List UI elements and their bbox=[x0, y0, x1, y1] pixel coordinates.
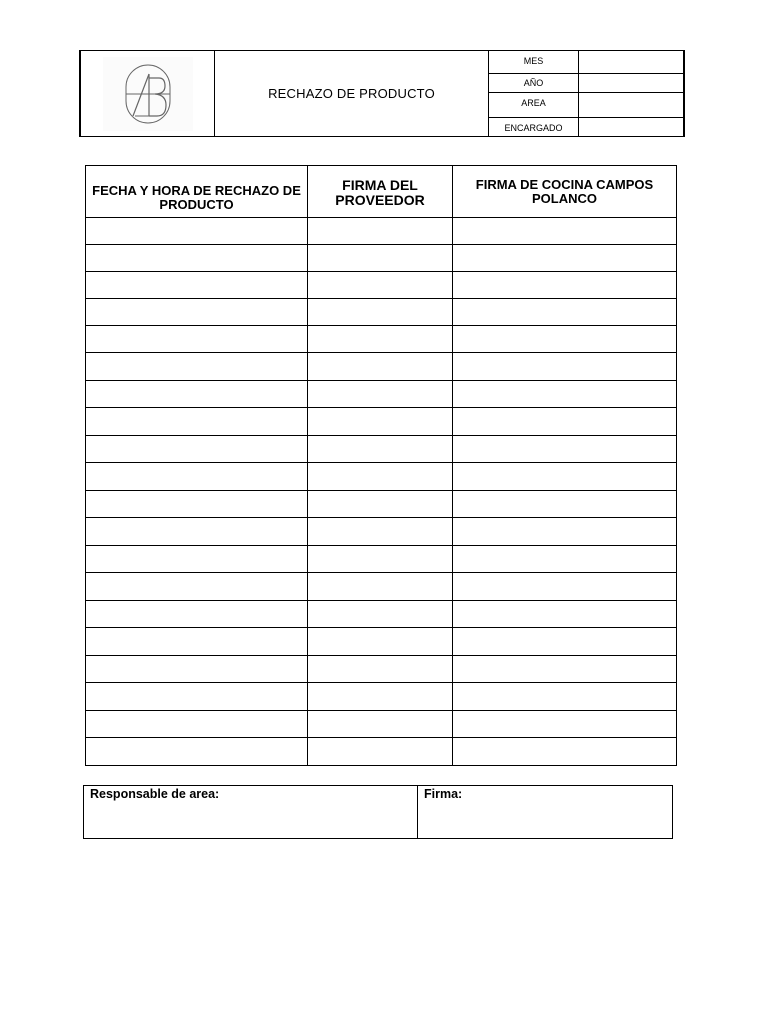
firma-proveedor-cell[interactable] bbox=[308, 245, 453, 272]
meta-row-encargado bbox=[489, 118, 683, 136]
firma-proveedor-cell[interactable] bbox=[308, 601, 453, 628]
table-row bbox=[86, 218, 677, 245]
mes-field[interactable] bbox=[579, 51, 683, 73]
table-row bbox=[86, 491, 677, 518]
firma-label: Firma: bbox=[424, 787, 463, 801]
firma-proveedor-cell[interactable] bbox=[308, 656, 453, 683]
meta-row-anio bbox=[489, 74, 683, 93]
fecha-hora-cell[interactable] bbox=[86, 683, 308, 711]
encargado-field[interactable] bbox=[579, 118, 683, 136]
fecha-hora-cell[interactable] bbox=[86, 518, 308, 546]
table-row bbox=[86, 656, 677, 683]
table-row bbox=[86, 299, 677, 326]
table-row bbox=[86, 272, 677, 299]
firma-proveedor-cell[interactable] bbox=[308, 272, 453, 299]
logo-cell bbox=[81, 51, 215, 136]
firma-cocina-cell[interactable] bbox=[453, 711, 677, 738]
firma-cocina-cell[interactable] bbox=[453, 683, 677, 711]
firma-proveedor-cell[interactable] bbox=[308, 546, 453, 573]
form-title: RECHAZO DE PRODUCTO bbox=[268, 86, 435, 101]
firma-cocina-cell[interactable] bbox=[453, 245, 677, 272]
fecha-hora-cell[interactable] bbox=[86, 218, 308, 245]
company-logo bbox=[103, 57, 193, 131]
meta-label bbox=[489, 74, 579, 92]
meta-label-text: AREA bbox=[521, 98, 546, 108]
firma-cocina-cell[interactable] bbox=[453, 601, 677, 628]
fecha-hora-cell[interactable] bbox=[86, 656, 308, 683]
table-row bbox=[86, 518, 677, 546]
meta-grid bbox=[489, 51, 683, 136]
signature-footer bbox=[83, 785, 673, 839]
table-row bbox=[86, 601, 677, 628]
table-header-row bbox=[86, 166, 677, 218]
firma-cocina-cell[interactable] bbox=[453, 272, 677, 299]
table-row bbox=[86, 408, 677, 436]
fecha-hora-cell[interactable] bbox=[86, 628, 308, 656]
meta-row-area bbox=[489, 93, 683, 118]
firma-cocina-cell[interactable] bbox=[453, 218, 677, 245]
firma-proveedor-cell[interactable] bbox=[308, 381, 453, 408]
logo-monogram-icon bbox=[125, 64, 171, 124]
firma-cocina-cell[interactable] bbox=[453, 546, 677, 573]
table-row bbox=[86, 738, 677, 766]
firma-cocina-cell[interactable] bbox=[453, 408, 677, 436]
meta-label-text: ENCARGADO bbox=[504, 123, 563, 133]
anio-field[interactable] bbox=[579, 74, 683, 92]
meta-label bbox=[489, 93, 579, 117]
firma-cocina-cell[interactable] bbox=[453, 463, 677, 491]
fecha-hora-cell[interactable] bbox=[86, 299, 308, 326]
fecha-hora-cell[interactable] bbox=[86, 245, 308, 272]
firma-cocina-cell[interactable] bbox=[453, 656, 677, 683]
firma-proveedor-cell[interactable] bbox=[308, 408, 453, 436]
firma-proveedor-cell[interactable] bbox=[308, 573, 453, 601]
firma-proveedor-cell[interactable] bbox=[308, 326, 453, 353]
firma-proveedor-cell[interactable] bbox=[308, 738, 453, 766]
table-row bbox=[86, 628, 677, 656]
fecha-hora-cell[interactable] bbox=[86, 546, 308, 573]
firma-cocina-cell[interactable] bbox=[453, 491, 677, 518]
firma-cocina-cell[interactable] bbox=[453, 573, 677, 601]
column-header-firma-cocina: FIRMA DE COCINA CAMPOS POLANCO bbox=[453, 166, 677, 218]
firma-proveedor-cell[interactable] bbox=[308, 683, 453, 711]
meta-label bbox=[489, 51, 579, 73]
fecha-hora-cell[interactable] bbox=[86, 272, 308, 299]
firma-cell[interactable] bbox=[418, 786, 672, 838]
table-row bbox=[86, 683, 677, 711]
fecha-hora-cell[interactable] bbox=[86, 463, 308, 491]
firma-cocina-cell[interactable] bbox=[453, 628, 677, 656]
firma-proveedor-cell[interactable] bbox=[308, 299, 453, 326]
table-row bbox=[86, 326, 677, 353]
firma-proveedor-cell[interactable] bbox=[308, 628, 453, 656]
table-row bbox=[86, 573, 677, 601]
responsable-label: Responsable de area: bbox=[90, 787, 220, 801]
fecha-hora-cell[interactable] bbox=[86, 491, 308, 518]
column-header-firma-proveedor: FIRMA DEL PROVEEDOR bbox=[308, 166, 453, 218]
firma-proveedor-cell[interactable] bbox=[308, 353, 453, 381]
rejection-log-table bbox=[85, 165, 677, 766]
firma-proveedor-cell[interactable] bbox=[308, 518, 453, 546]
firma-cocina-cell[interactable] bbox=[453, 326, 677, 353]
table-row bbox=[86, 711, 677, 738]
fecha-hora-cell[interactable] bbox=[86, 381, 308, 408]
table-row bbox=[86, 353, 677, 381]
column-header-fecha-hora: FECHA Y HORA DE RECHAZO DE PRODUCTO bbox=[86, 166, 308, 218]
title-cell bbox=[215, 51, 489, 136]
firma-cocina-cell[interactable] bbox=[453, 738, 677, 766]
firma-cocina-cell[interactable] bbox=[453, 436, 677, 463]
fecha-hora-cell[interactable] bbox=[86, 326, 308, 353]
firma-cocina-cell[interactable] bbox=[453, 353, 677, 381]
firma-cocina-cell[interactable] bbox=[453, 518, 677, 546]
meta-row-mes bbox=[489, 51, 683, 74]
meta-label-text: AÑO bbox=[523, 78, 544, 88]
fecha-hora-cell[interactable] bbox=[86, 738, 308, 766]
firma-proveedor-cell[interactable] bbox=[308, 218, 453, 245]
table-row bbox=[86, 245, 677, 272]
fecha-hora-cell[interactable] bbox=[86, 711, 308, 738]
firma-cocina-cell[interactable] bbox=[453, 299, 677, 326]
fecha-hora-cell[interactable] bbox=[86, 436, 308, 463]
firma-proveedor-cell[interactable] bbox=[308, 463, 453, 491]
table-row bbox=[86, 436, 677, 463]
table-row bbox=[86, 381, 677, 408]
meta-label-text: MES bbox=[523, 56, 544, 66]
fecha-hora-cell[interactable] bbox=[86, 573, 308, 601]
firma-proveedor-cell[interactable] bbox=[308, 491, 453, 518]
fecha-hora-cell[interactable] bbox=[86, 601, 308, 628]
meta-label bbox=[489, 118, 579, 136]
firma-cocina-cell[interactable] bbox=[453, 381, 677, 408]
fecha-hora-cell[interactable] bbox=[86, 408, 308, 436]
responsable-cell[interactable] bbox=[84, 786, 418, 838]
fecha-hora-cell[interactable] bbox=[86, 353, 308, 381]
area-field[interactable] bbox=[579, 93, 683, 117]
table-row bbox=[86, 463, 677, 491]
firma-proveedor-cell[interactable] bbox=[308, 436, 453, 463]
table-row bbox=[86, 546, 677, 573]
form-header bbox=[79, 50, 685, 137]
firma-proveedor-cell[interactable] bbox=[308, 711, 453, 738]
table-body bbox=[86, 218, 677, 766]
